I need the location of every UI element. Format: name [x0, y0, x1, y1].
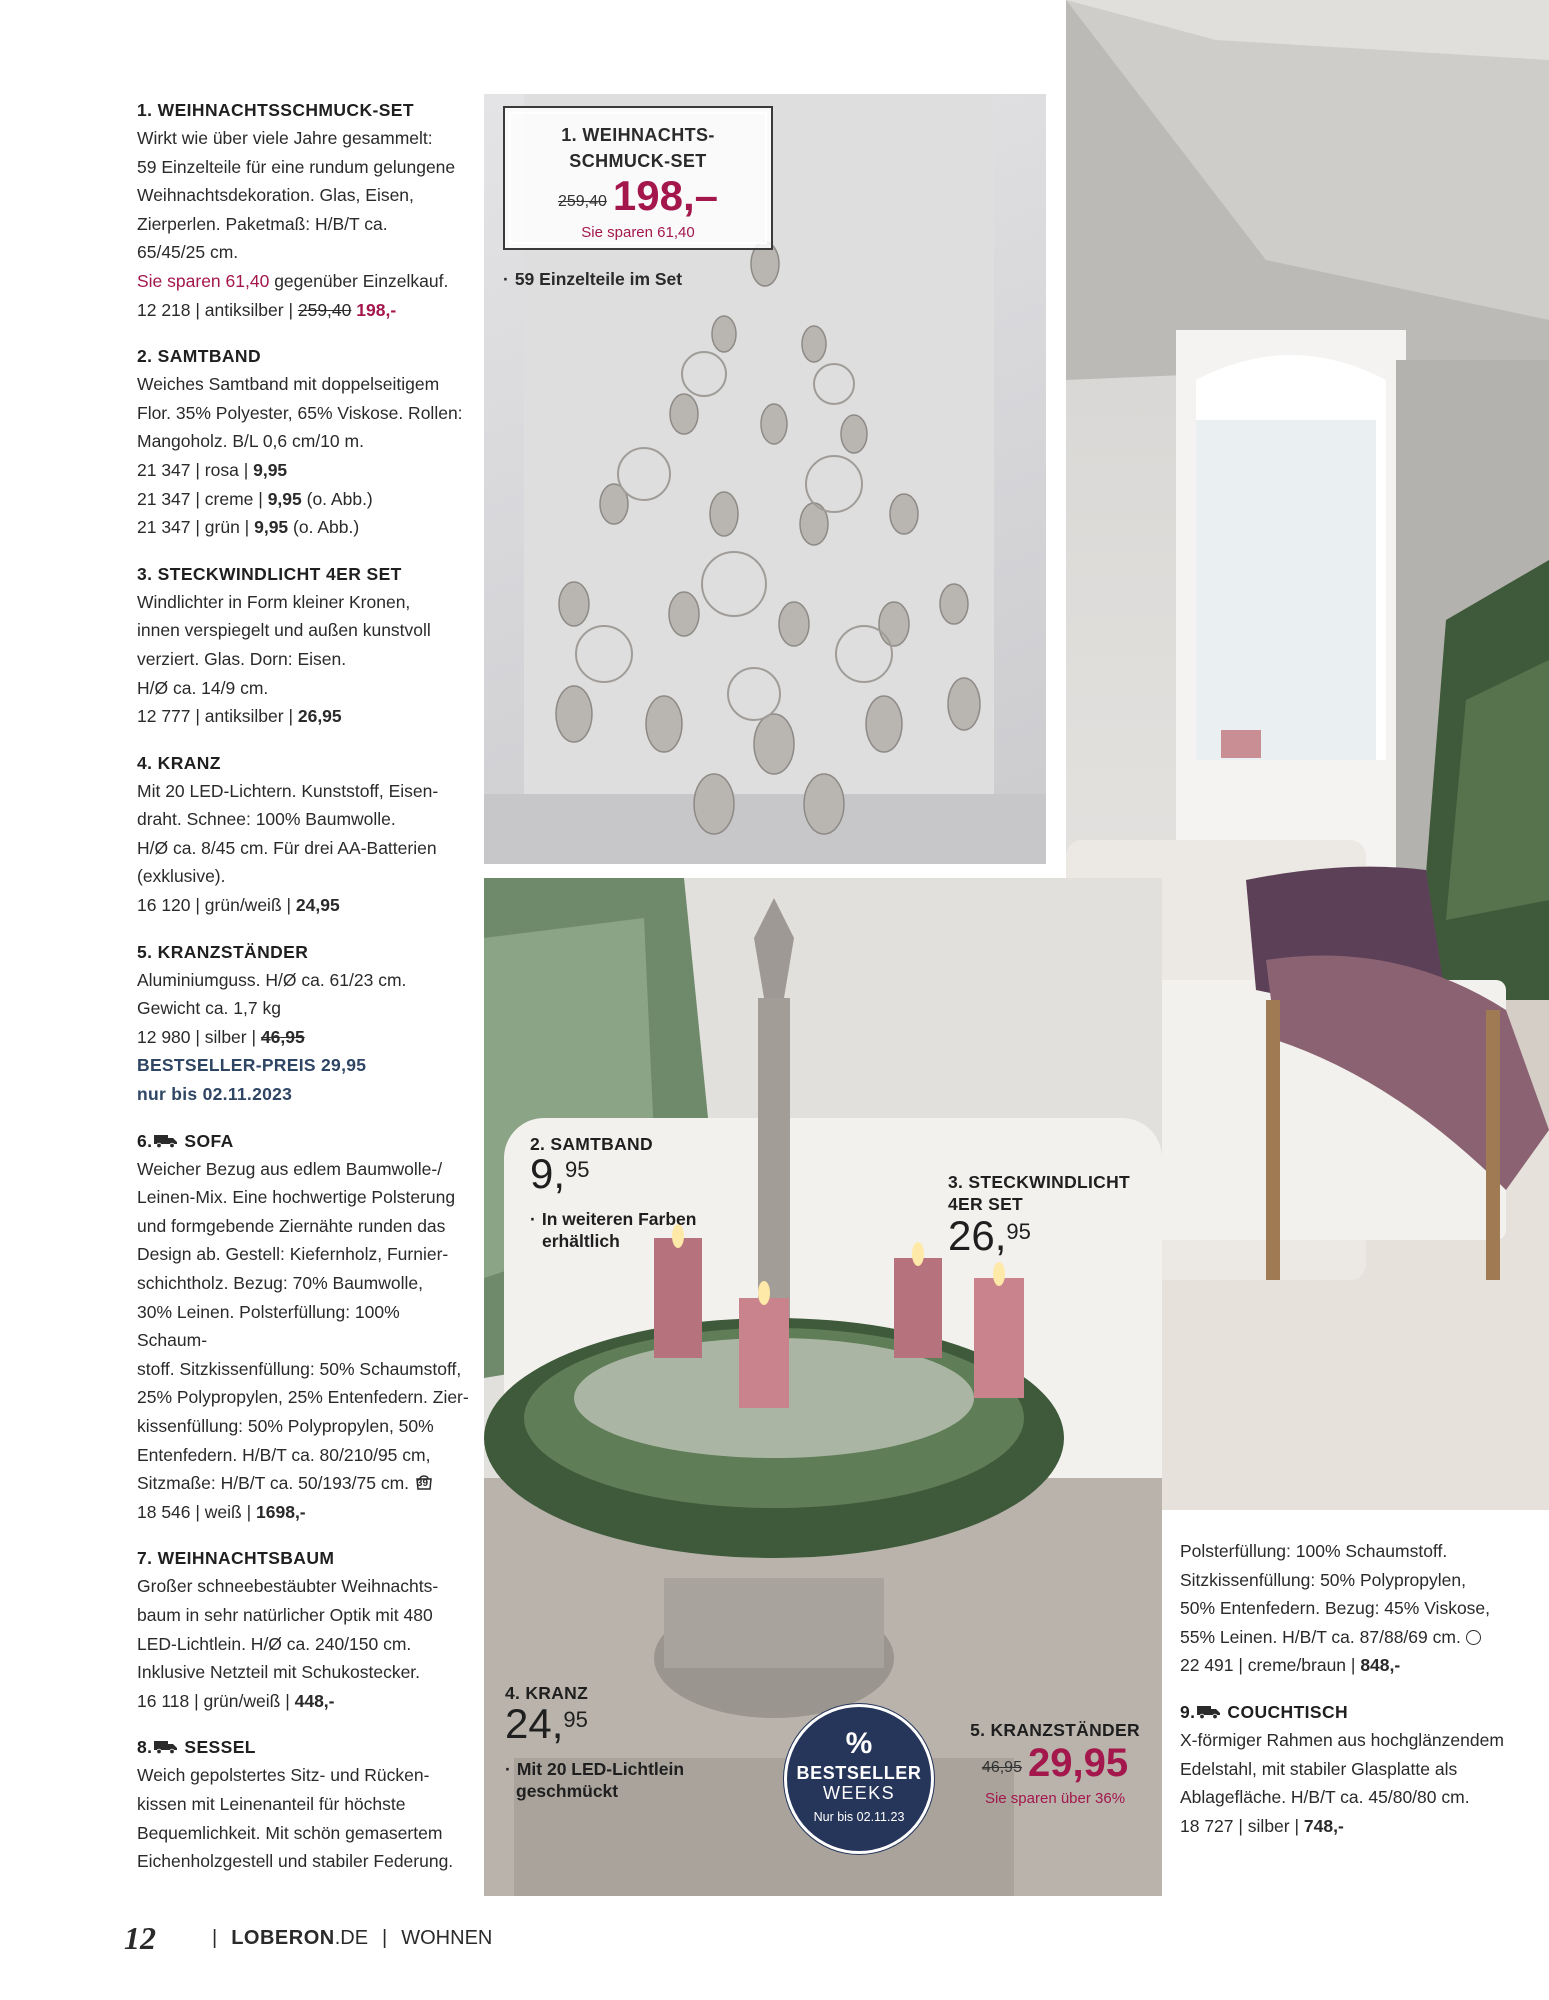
product-description: Mit 20 LED-Lichtern. Kunststoff, Eisen- draht. Schnee: 100% Baumwolle. H/Ø ca. 8/45 cm. Für drei AA-Batterien (exklusive). 16 120 | grün/weiß | 24,95 [137, 777, 472, 920]
product-7 [137, 1544, 472, 1715]
order-line: 18 727 | silber | 748,- [1180, 1815, 1344, 1836]
product-title: 9. COUCHTISCH [1180, 1701, 1349, 1722]
product-1 [137, 96, 472, 324]
product-8-continued: Polsterfüllung: 100% Schaumstoff. Sitzkissenfüllung: 50% Polypropylen, 50% Entenfedern. Bezug: 45% Viskose, 55% Leinen. H/B/T ca. 87/88/69 cm. 22 491 | creme/braun | 848,- [1180, 1537, 1520, 1680]
ornament-set-price-box: 1. WEIHNACHTS- SCHMUCK-SET 259,40 198,– Sie sparen 61,40 [503, 106, 773, 250]
weight-badge-icon: 39 [414, 1473, 434, 1491]
product-description: Weiches Samtband mit doppelseitigem Flor. 35% Polyester, 65% Viskose. Rollen: Mangoholz. B/L 0,6 cm/10 m. 21 347 | rosa | 9,95 21 347 | creme | 9,95 (o. Abb.) 21 347 | grün | 9,95 (o. Abb.) [137, 370, 472, 542]
circle-icon [1466, 1630, 1481, 1645]
bestseller-weeks-badge: % BESTSELLER WEEKS Nur bis 02.11.23 [784, 1704, 934, 1854]
product-description: Aluminiumguss. H/Ø ca. 61/23 cm. Gewicht ca. 1,7 kg 12 980 | silber | 46,95 BESTSELLER-PREIS 29,95 nur bis 02.11.2023 [137, 966, 472, 1109]
variant-line: 21 347 | rosa | 9,95 [137, 459, 288, 480]
product-list-left [137, 96, 472, 1894]
variant-line: 21 347 | grün | 9,95 (o. Abb.) [137, 517, 360, 538]
samtband-price: 9,95 [530, 1150, 590, 1197]
product-8 [137, 1733, 472, 1875]
product-description: Großer schneebestäubter Weihnachts- baum in sehr natürlicher Optik mit 480 LED-Lichtlein. H/Ø ca. 240/150 cm. Inklusive Netzteil mit Schukostecker. 16 118 | grün/weiß | 448,- [137, 1572, 472, 1715]
order-line: 22 491 | creme/braun | 848,- [1180, 1655, 1401, 1676]
steckwindlicht-label-2: 4ER SET [948, 1194, 1024, 1214]
section-label: WOHNEN [401, 1927, 493, 1949]
order-line: 16 120 | grün/weiß | 24,95 [137, 895, 340, 916]
product-title: 7. WEIHNACHTSBAUM [137, 1548, 335, 1569]
product-9: 9. COUCHTISCH X-förmiger Rahmen aus hochglänzendem Edelstahl, mit stabiler Glasplatte als Ablagefläche. H/B/T ca. 45/80/80 cm. 18 727 | silber | 748,- [1180, 1698, 1520, 1840]
product-title: 1. WEIHNACHTSSCHMUCK-SET [137, 100, 414, 120]
product-description: Windlichter in Form kleiner Kronen, innen verspiegelt und außen kunstvoll verziert. Glas. Dorn: Eisen. H/Ø ca. 14/9 cm. 12 777 | antiksilber | 26,95 [137, 588, 472, 731]
divider: | [212, 1927, 218, 1949]
price: 259,40 198,– [557, 172, 719, 219]
product-title: 8. SESSEL [137, 1737, 256, 1758]
brand-link[interactable]: LOBERON.DE [231, 1927, 369, 1949]
variant-line: 21 347 | creme | 9,95 (o. Abb.) [137, 488, 373, 509]
product-list-right [1180, 1537, 1520, 1858]
product-title: 6. SOFA [137, 1130, 234, 1151]
save-line: Sie sparen 61,40 gegenüber Einzelkauf. [137, 270, 449, 291]
page-footer [124, 1920, 492, 1957]
product-3 [137, 560, 472, 731]
order-line: 12 777 | antiksilber | 26,95 [137, 706, 342, 727]
page-number: 12 [124, 1920, 156, 1956]
product-2 [137, 342, 472, 542]
bestseller-price: BESTSELLER-PREIS 29,95 [137, 1055, 367, 1076]
samtband-note: · In weiteren Farben [530, 1208, 696, 1230]
product-5 [137, 938, 472, 1109]
ornament-set-callout: · 59 Einzelteile im Set [503, 268, 682, 290]
order-line: 18 546 | weiß | 1698,- [137, 1501, 306, 1522]
truck-icon [154, 1740, 178, 1754]
kranz-label: 4. KRANZ [505, 1683, 589, 1703]
truck-icon [1197, 1705, 1221, 1719]
bestseller-date: nur bis 02.11.2023 [137, 1084, 293, 1105]
steckwindlicht-label: 3. STECKWINDLICHT [948, 1172, 1131, 1192]
product-title: 3. STECKWINDLICHT 4ER SET [137, 563, 402, 584]
steckwindlicht-price: 26,95 [948, 1212, 1031, 1259]
order-line: 12 218 | antiksilber | 259,40 198,- [137, 299, 397, 320]
product-description: Wirkt wie über viele Jahre gesammelt: 59 Einzelteile für eine rundum gelungene Weihnachtsdekoration. Glas, Eisen, Zierperlen. Paketmaß: H/B/T ca. 65/45/25 cm. Sie sparen 61,40 gegenüber Einzelkauf. 12 218 | antiksilber | 259,40 198,- [137, 124, 472, 324]
product-title: 5. KRANZSTÄNDER [137, 941, 309, 962]
product-6 [137, 1127, 472, 1527]
truck-icon [154, 1134, 178, 1148]
percent-icon: % [845, 1727, 873, 1760]
product-title: 2. SAMTBAND [137, 346, 261, 367]
product-title: 4. KRANZ [137, 752, 221, 773]
kranz-note: · Mit 20 LED-Lichtlein [505, 1758, 684, 1780]
product-4 [137, 749, 472, 920]
kranzstaender-price-box: 5. KRANZSTÄNDER 46,95 29,95 Sie sparen über 36% [955, 1720, 1155, 1807]
order-line: 16 118 | grün/weiß | 448,- [137, 1690, 335, 1711]
samtband-label: 2. SAMTBAND [530, 1134, 653, 1154]
price: 46,95 29,95 [981, 1741, 1129, 1785]
order-line: 12 980 | silber | 46,95 [137, 1026, 305, 1047]
kranz-price: 24,95 [505, 1700, 588, 1747]
divider: | [382, 1927, 388, 1949]
product-description: Weicher Bezug aus edlem Baumwolle-/ Leinen-Mix. Eine hochwertige Polsterung und formgebende Ziernähte runden das Design ab. Gestell: Kiefernholz, Furnier- schichtholz. Bezug: 70% Baumwolle, 30% Leinen. Polsterfüllung: 100% Schaum- stoff. Sitzkissenfüllung: 50% Schaumstoff, 25% Polypropylen, 25% Entenfedern. Zier- kissenfüllung: 50% Polypropylen, 50% Entenfedern. H/B/T ca. 80/210/95 cm, Sitzmaße: H/B/T ca. 50/193/75 cm. 39 18 546 | weiß | 1698,- [137, 1155, 472, 1527]
product-description: Weich gepolstertes Sitz- und Rücken- kissen mit Leinenanteil für höchste Bequemlichkeit. Mit schön gemasertem Eichenholzgestell und stabiler Federung. [137, 1765, 454, 1872]
